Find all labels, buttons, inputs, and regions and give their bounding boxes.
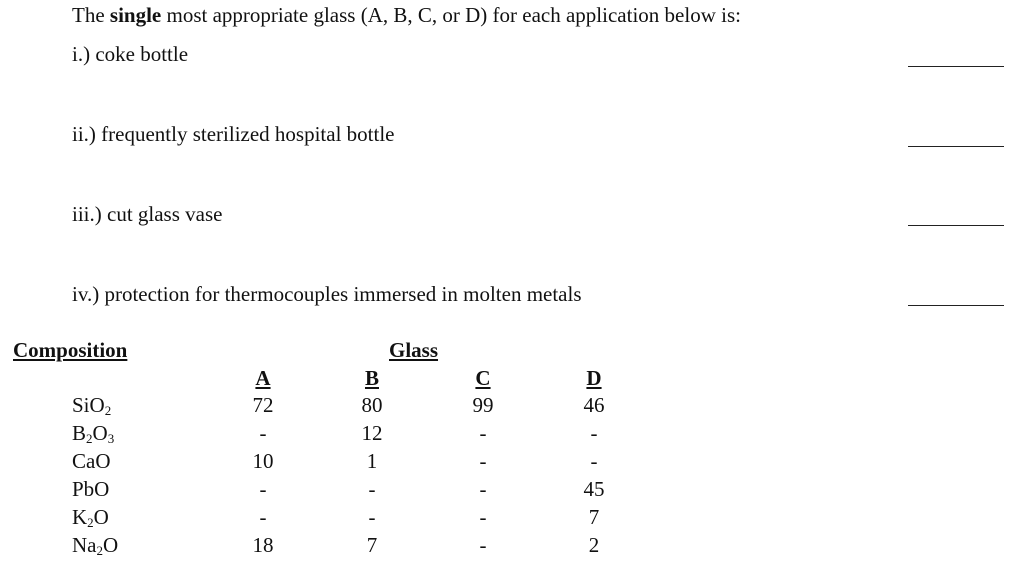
heading-suffix: most appropriate glass (A, B, C, or D) for each application below is: <box>161 3 741 27</box>
column-header-a: A <box>255 366 271 390</box>
table-cell: 10 <box>252 449 274 473</box>
table-cell: - <box>479 449 487 473</box>
table-cell: 18 <box>252 533 274 557</box>
item-2: ii.) frequently sterilized hospital bottle <box>72 122 395 146</box>
table-cell: 7 <box>366 533 378 557</box>
answer-blank-4[interactable] <box>908 305 1004 306</box>
table-cell: - <box>590 421 598 445</box>
table-cell: - <box>259 505 267 529</box>
column-header-d: D <box>586 366 602 390</box>
heading-prefix: The <box>72 3 110 27</box>
table-cell: 1 <box>366 449 378 473</box>
table-cell: 72 <box>252 393 274 417</box>
column-header-b: B <box>364 366 379 390</box>
table-cell: 80 <box>361 393 383 417</box>
composition-header: Composition <box>13 338 128 362</box>
column-header-c: C <box>475 366 491 390</box>
item-4: iv.) protection for thermocouples immersed in molten metals <box>72 282 582 306</box>
table-cell: - <box>479 505 487 529</box>
table-cell: 12 <box>361 421 383 445</box>
table-cell: - <box>479 477 487 501</box>
item-3: iii.) cut glass vase <box>72 202 223 226</box>
table-cell: 2 <box>588 533 600 557</box>
table-cell: - <box>368 505 376 529</box>
row-label: $K_2O$ <box>72 505 109 530</box>
table-cell: 46 <box>583 393 605 417</box>
table-cell: - <box>368 477 376 501</box>
table-cell: - <box>259 477 267 501</box>
glass-header: Glass <box>389 338 439 362</box>
item-1: i.) coke bottle <box>72 42 189 66</box>
answer-blank-1[interactable] <box>908 66 1004 67</box>
answer-blank-3[interactable] <box>908 225 1004 226</box>
table-cell: - <box>479 533 487 557</box>
table-cell: 99 <box>472 393 494 417</box>
table-cell: 7 <box>588 505 600 529</box>
table-cell: - <box>590 449 598 473</box>
row-label: SiO$_2$ <box>72 393 112 418</box>
heading-bold-word: single <box>109 3 162 27</box>
table-cell: - <box>259 421 267 445</box>
table-cell: 45 <box>583 477 605 501</box>
row-label: CaO <box>72 449 111 473</box>
row-label: PbO <box>72 477 110 501</box>
question-heading <box>72 3 741 28</box>
row-label: $B_2O_3$ <box>72 421 115 446</box>
answer-blank-2[interactable] <box>908 146 1004 147</box>
table-cell: - <box>479 421 487 445</box>
row-label: $Na_2O$ <box>72 533 119 558</box>
